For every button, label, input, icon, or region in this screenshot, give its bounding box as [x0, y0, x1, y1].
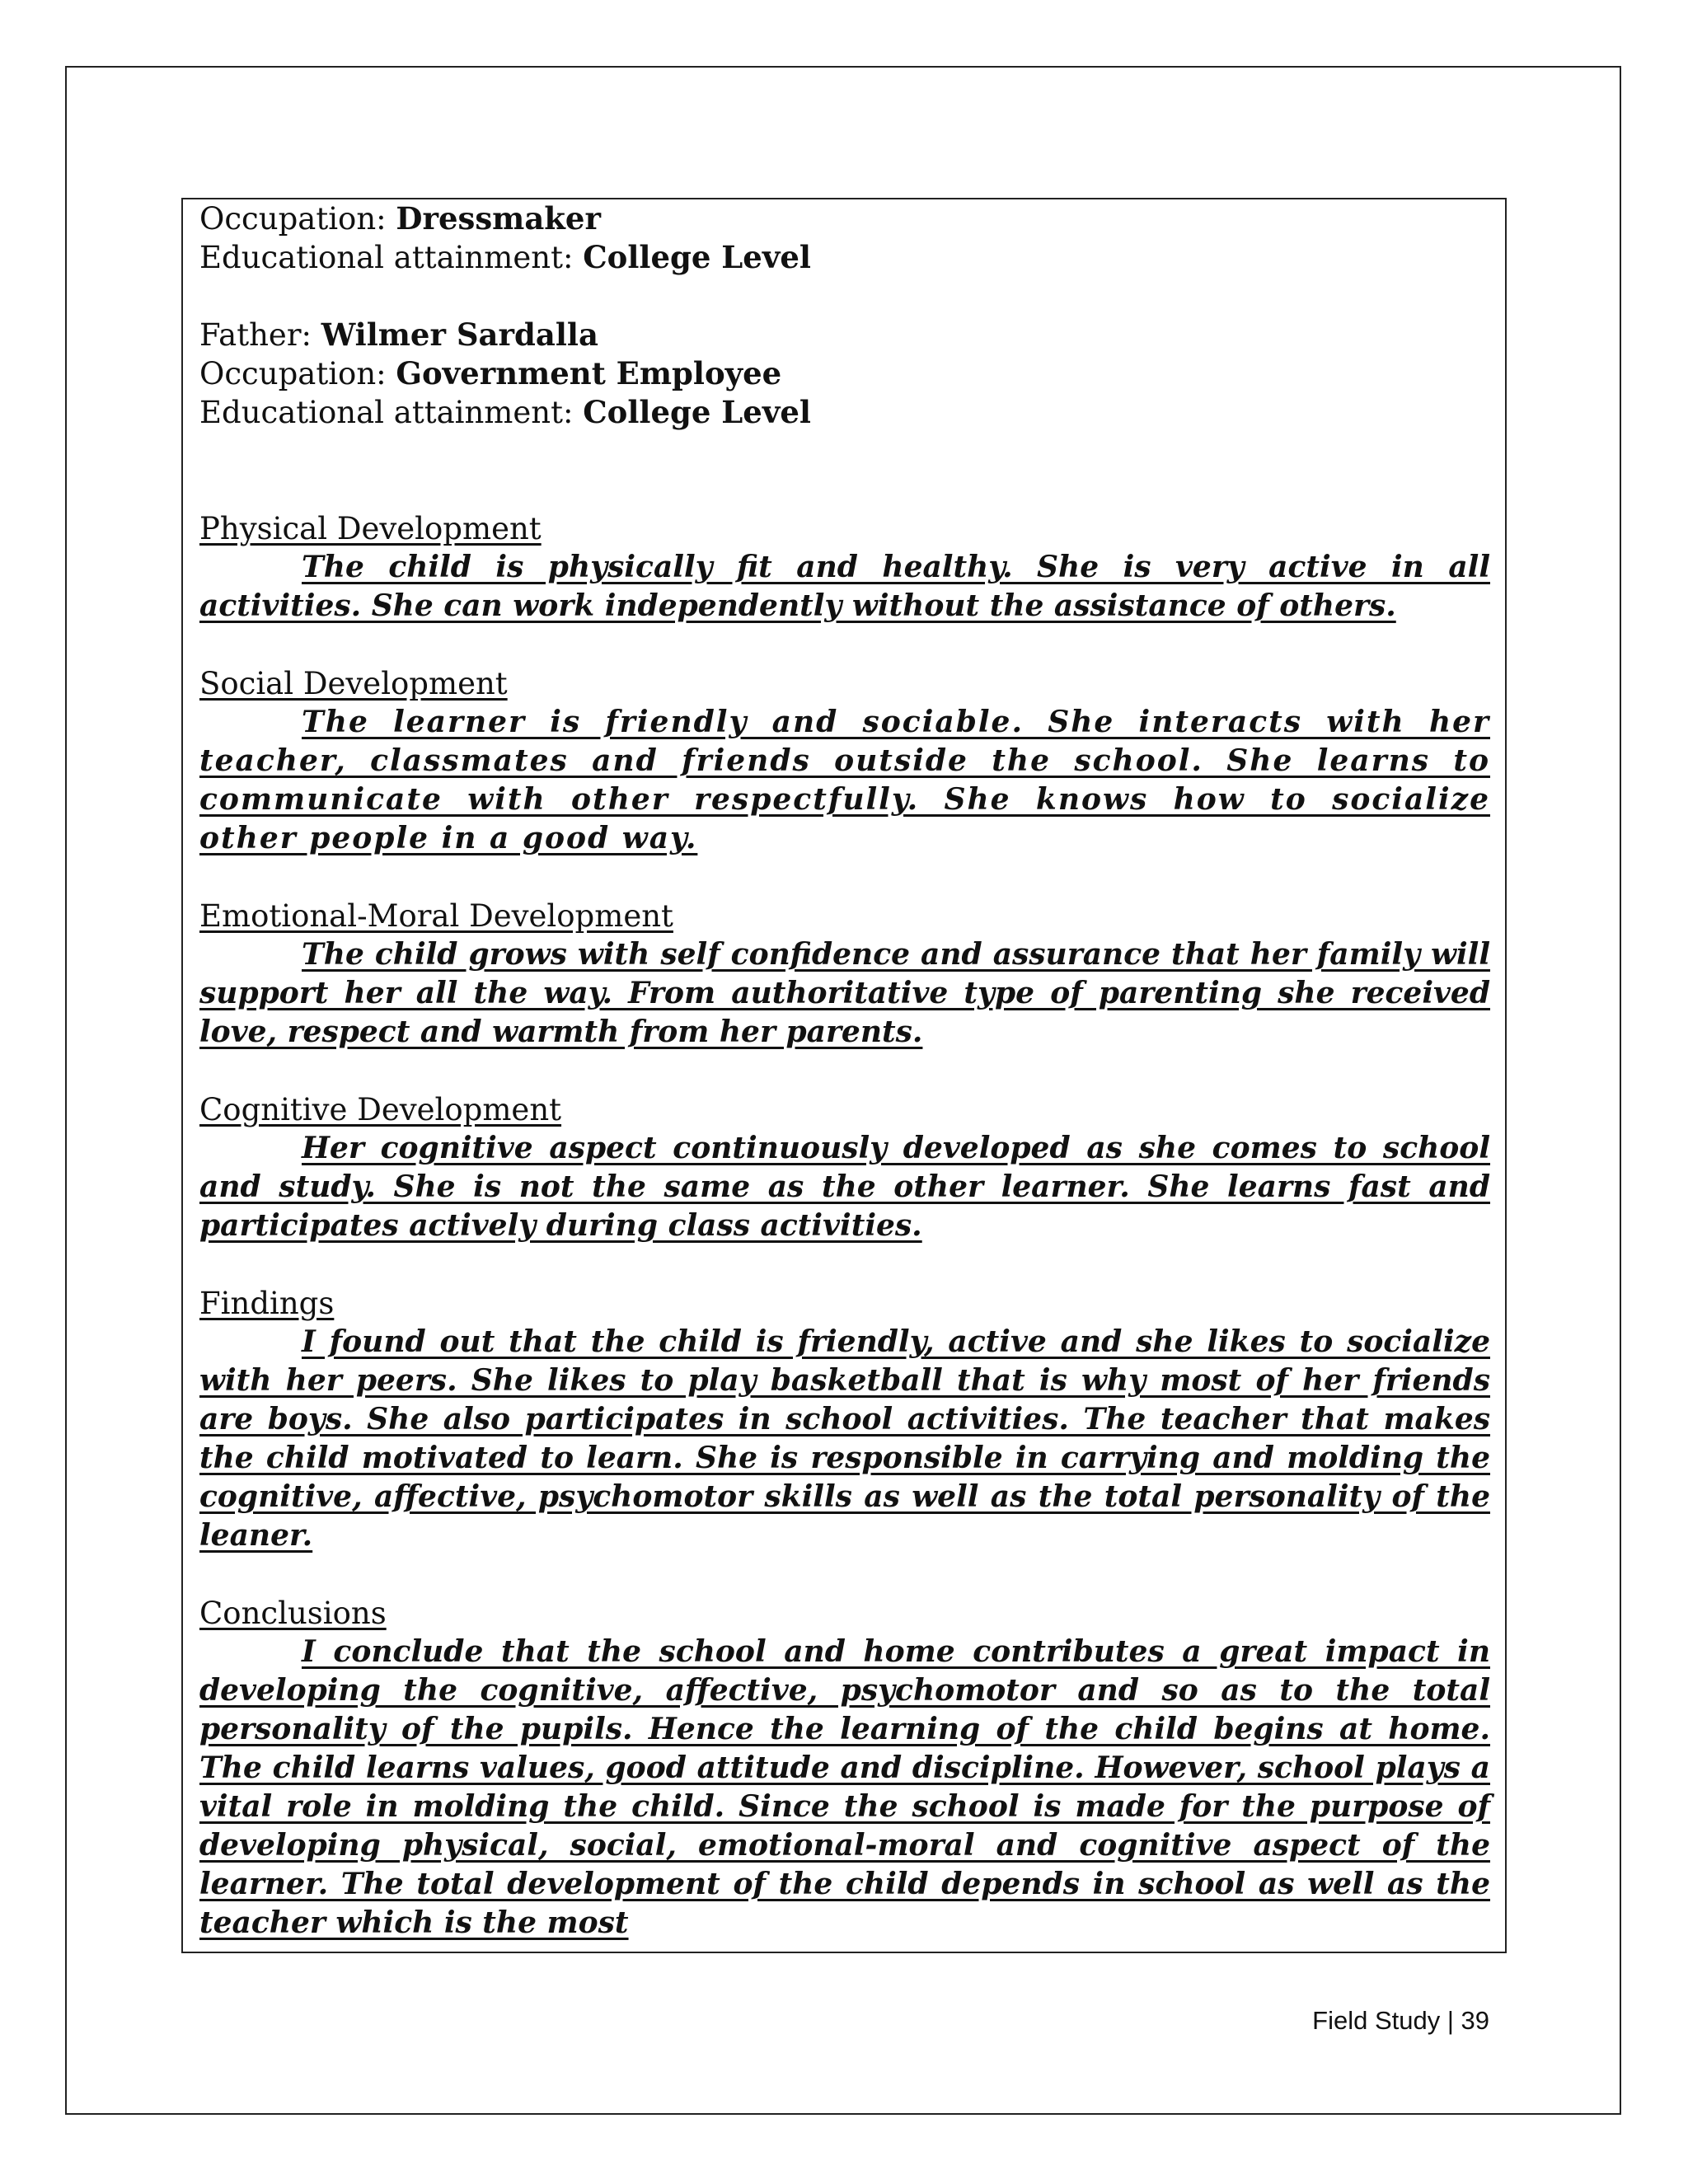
findings-paragraph: I found out that the child is friendly, active and she likes to socialize with her peers. She likes to play basketball that is why most of her friends are boys. She also participates in school activities. The teacher that makes the child motivated to learn. She is responsible in carrying and molding the cognitive, affective, psychomotor skills as well as the total personality of the leaner.	[199, 1324, 1490, 1553]
father-occupation: Occupation: Government Employee	[199, 355, 782, 391]
mother-education: Educational attainment: College Level	[199, 239, 811, 275]
physical-heading: Physical Development	[199, 511, 542, 546]
emotional-paragraph: The child grows with self confidence and assurance that her family will support her all the way. From authoritative type of parenting she received love, respect and warmth from her parents.	[199, 937, 1490, 1049]
father-education: Educational attainment: College Level	[199, 394, 811, 430]
cognitive-paragraph: Her cognitive aspect continuously developed as she comes to school and study. She is not the same as the other learner. She learns fast and participates actively during class activities.	[199, 1131, 1490, 1243]
findings-heading: Findings	[199, 1286, 335, 1321]
social-paragraph: The learner is friendly and sociable. She interacts with her teacher, classmates and friends outside the school. She learns to communicate with other respectfully. She knows how to socialize other people in a good way.	[199, 705, 1490, 855]
social-heading: Social Development	[199, 666, 508, 701]
mother-occupation: Occupation: Dressmaker	[199, 200, 601, 237]
physical-paragraph: The child is physically fit and healthy. She is very active in all activities. She can work independently without the assistance of others.	[199, 550, 1490, 623]
emotional-heading: Emotional-Moral Development	[199, 898, 673, 934]
cognitive-heading: Cognitive Development	[199, 1092, 562, 1127]
father-name: Father: Wilmer Sardalla	[199, 316, 598, 353]
conclusions-heading: Conclusions	[199, 1596, 387, 1631]
content-box	[181, 198, 1507, 1953]
page-footer: Field Study | 39	[1312, 2006, 1489, 2035]
conclusions-paragraph: I conclude that the school and home contributes a great impact in developing the cognitive, affective, psychomotor and so as to the total personality of the pupils. Hence the learning of the child begins at home. The child learns values, good attitude and discipline. However, school plays a vital role in molding the child. Since the school is made for the purpose of developing physical, social, emotional-moral and cognitive aspect of the learner. The total development of the child depends in school as well as the teacher which is the most	[199, 1634, 1490, 1940]
